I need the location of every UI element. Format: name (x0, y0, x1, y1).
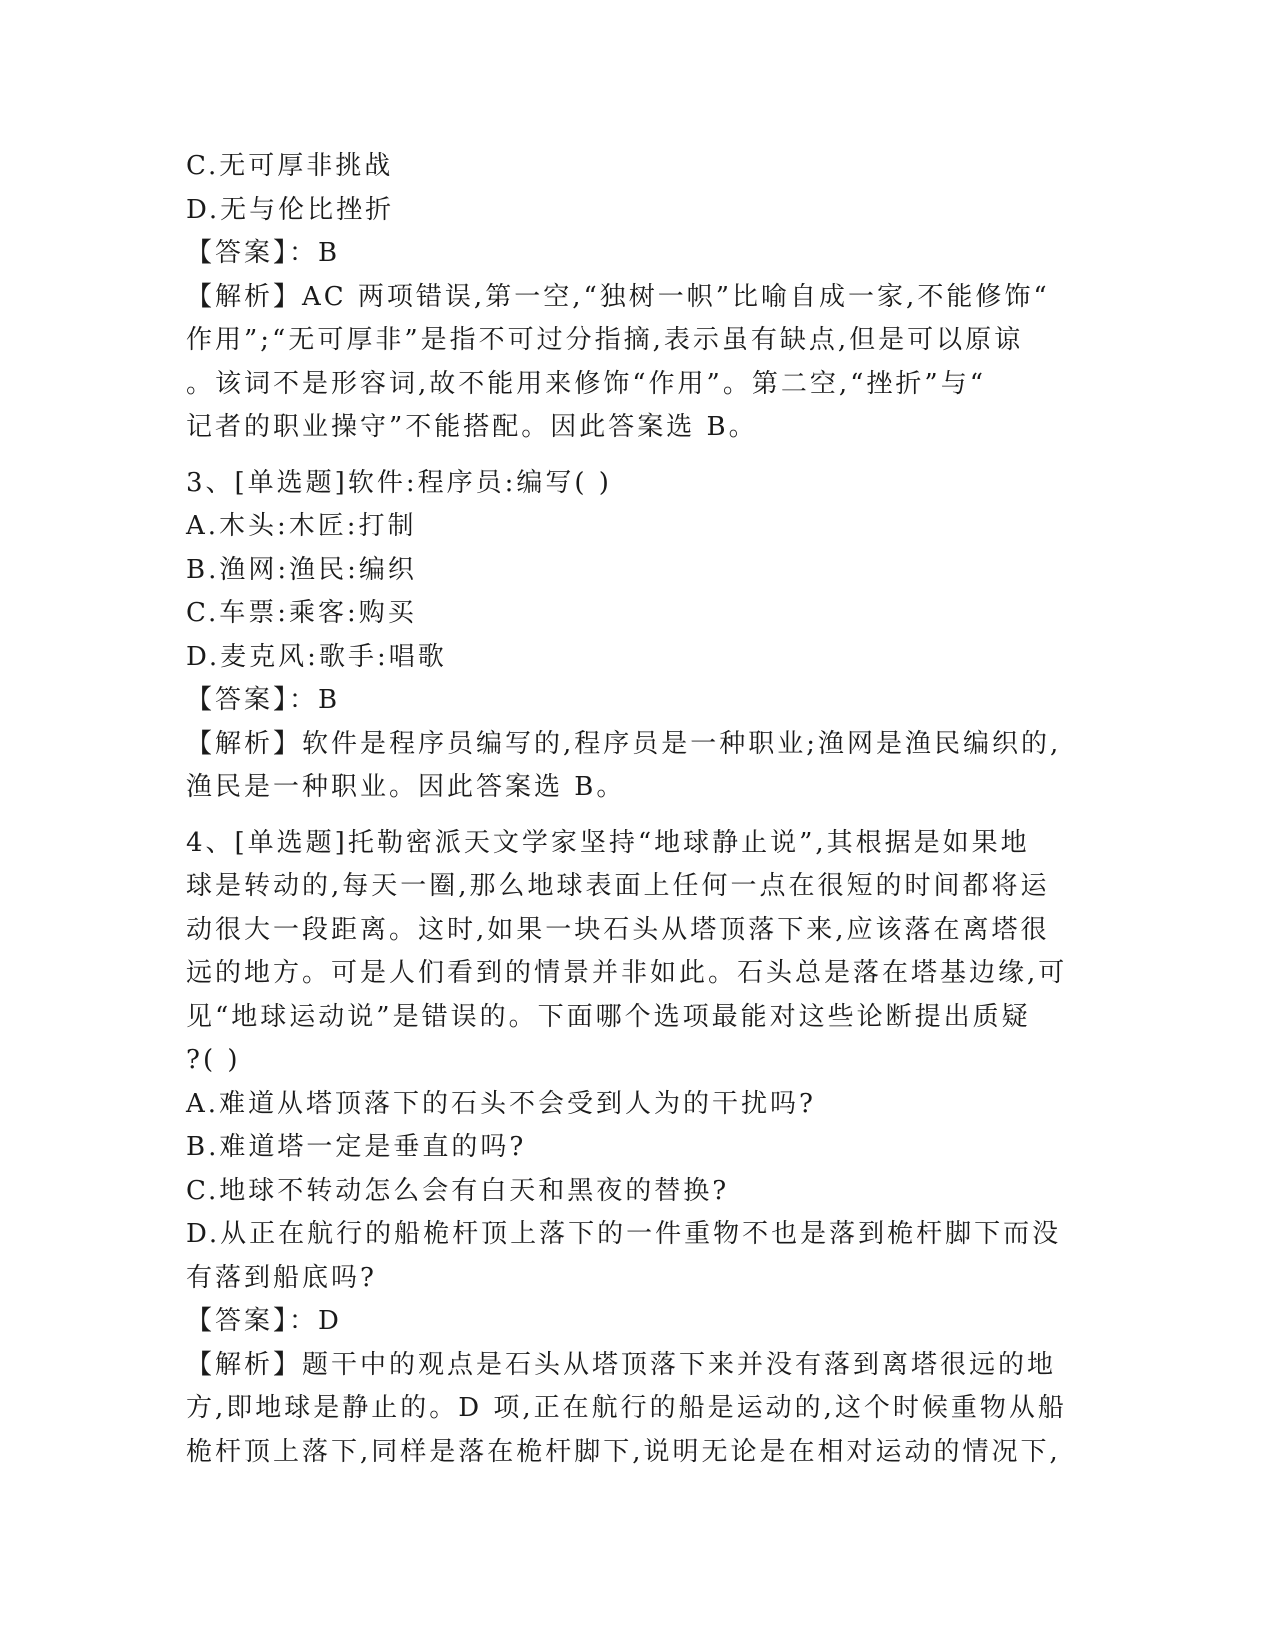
question-4 (186, 822, 1086, 1475)
question-3 (186, 462, 1086, 810)
option-d: D.麦克风:歌手:唱歌 (186, 641, 447, 672)
question-gap (186, 450, 1086, 462)
option-b: B.难道塔一定是垂直的吗? (186, 1132, 527, 1162)
option-a: A.难道从塔顶落下的石头不会受到人为的干扰吗? (186, 1088, 816, 1119)
option-a: A.木头:木匠:打制 (186, 511, 417, 541)
question-stem: 3、[单选题]软件:程序员:编写( ) (186, 467, 612, 498)
option-c: C.地球不转动怎么会有白天和黑夜的替换? (186, 1175, 730, 1206)
question-stem-line: ?( ) (186, 1045, 241, 1075)
question-stem-line: 远的地方。可是人们看到的情景并非如此。石头总是落在塔基边缘,可 (186, 958, 1068, 988)
analysis-line: 【解析】题干中的观点是石头从塔顶落下来并没有落到离塔很远的地 (186, 1349, 1057, 1380)
analysis-line: 桅杆顶上落下,同样是落在桅杆脚下,说明无论是在相对运动的情况下, (186, 1436, 1061, 1467)
option-d: D.无与伦比挫折 (186, 194, 395, 225)
question-stem-line: 球是转动的,每天一圈,那么地球表面上任何一点在很短的时间都将运 (186, 871, 1050, 901)
answer: 【答案】：B (186, 685, 341, 715)
analysis-line: 记者的职业操守”不能搭配。因此答案选 B。 (186, 412, 758, 442)
answer: 【答案】：D (186, 1306, 342, 1336)
analysis-line: 方,即地球是静止的。D 项,正在航行的船是运动的,这个时候重物从船 (186, 1393, 1067, 1423)
question-2-tail (186, 145, 1086, 450)
question-stem-line: 4、[单选题]托勒密派天文学家坚持“地球静止说”,其根据是如果地 (186, 827, 1030, 858)
option-b: B.渔网:渔民:编织 (186, 554, 417, 585)
question-gap (186, 810, 1086, 822)
option-c: C.车票:乘客:购买 (186, 598, 417, 628)
analysis-line: 作用”;“无可厚非”是指不可过分指摘,表示虽有缺点,但是可以原谅 (186, 325, 1024, 355)
analysis-line: 【解析】软件是程序员编写的,程序员是一种职业;渔网是渔民编织的, (186, 728, 1062, 759)
analysis-line: 。该词不是形容词,故不能用来修饰“作用”。第二空,“挫折”与“ (186, 368, 986, 399)
question-stem-line: 动很大一段距离。这时,如果一块石头从塔顶落下来,应该落在离塔很 (186, 914, 1050, 945)
analysis-line: 【解析】AC 两项错误,第一空,“独树一帜”比喻自成一家,不能修饰“ (186, 281, 1050, 312)
answer: 【答案】：B (186, 238, 341, 268)
option-d-line: 有落到船底吗? (186, 1262, 377, 1293)
question-stem-line: 见“地球运动说”是错误的。下面哪个选项最能对这些论断提出质疑 (186, 1001, 1031, 1032)
analysis-line: 渔民是一种职业。因此答案选 B。 (186, 772, 626, 802)
option-c: C.无可厚非挑战 (186, 151, 394, 181)
option-d-line: D.从正在航行的船桅杆顶上落下的一件重物不也是落到桅杆脚下而没 (186, 1219, 1062, 1249)
document-page (186, 145, 1086, 1474)
